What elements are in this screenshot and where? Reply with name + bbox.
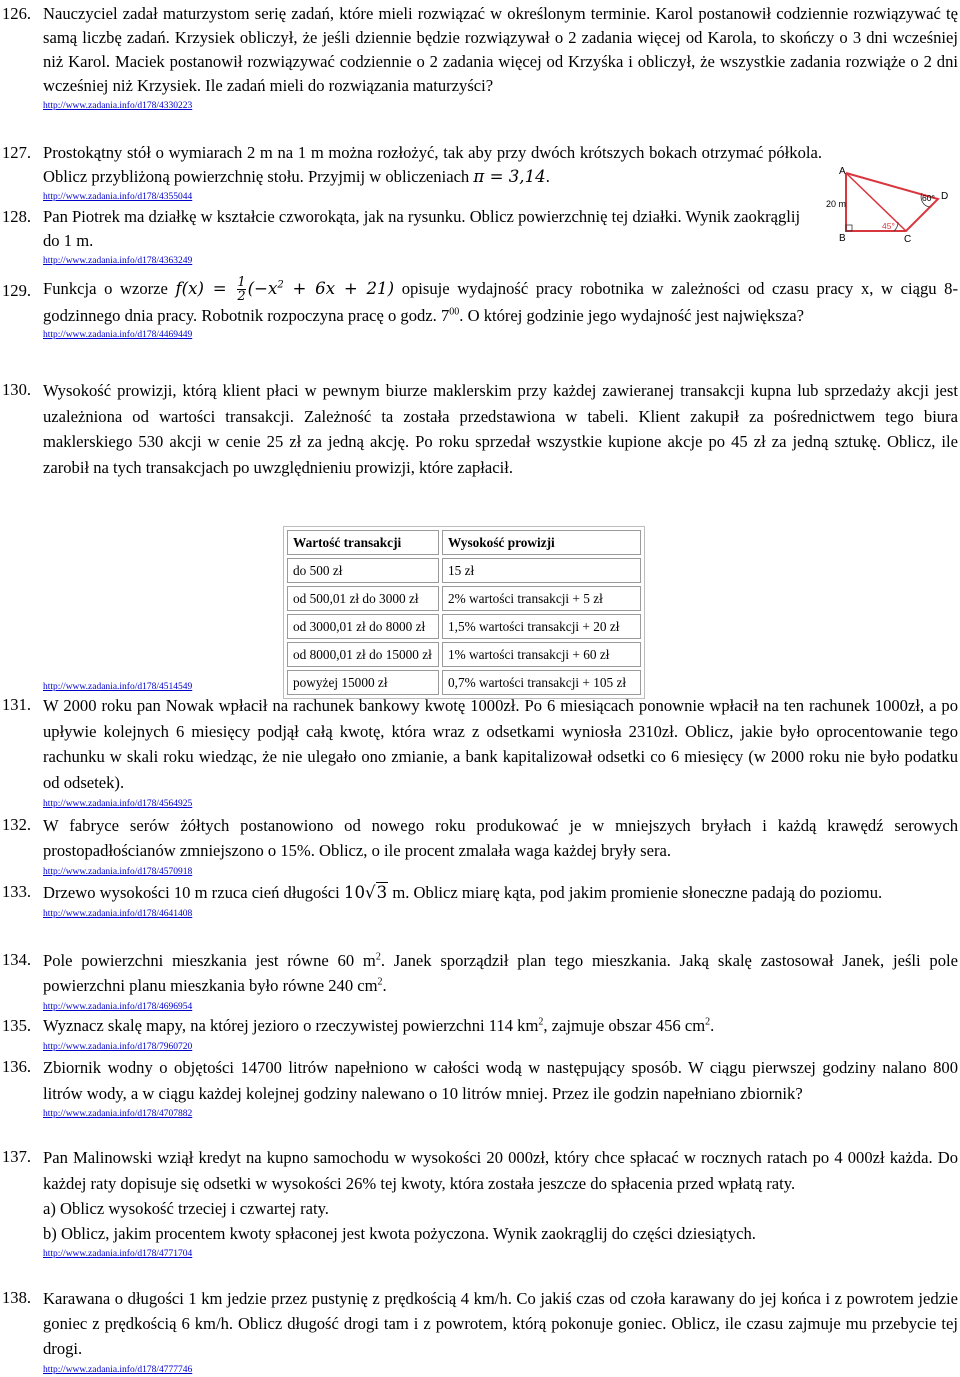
problem-text: Karawana o długości 1 km jedzie przez pustynię z prędkością 4 km/h. Co jakiś czas od czoła karawany do jej końca i z powrotem jedzie goniec z prędkością 6 km/h. Oblicz długość drogi tam i z powrotem, którą pokonuje goniec. Oblicz, ile czasu zajmuje mu przebycie tej drogi. xyxy=(43,1289,958,1358)
problem-number: 130. xyxy=(2,380,32,399)
problem-link[interactable]: http://www.zadania.info/d178/7960720 xyxy=(43,1042,193,1052)
table-cell: od 500,01 zł do 3000 zł xyxy=(287,586,439,611)
table-cell: 0,7% wartości transakcji + 105 zł xyxy=(442,670,641,695)
vertex-b-label: B xyxy=(839,233,846,244)
problem-number: 132. xyxy=(2,815,32,834)
commission-table xyxy=(283,526,645,699)
plot-quadrilateral-diagram xyxy=(826,165,950,245)
angle-60-label: 60° xyxy=(922,193,935,203)
problem-number: 133. xyxy=(2,882,32,901)
problem-number: 128. xyxy=(2,207,32,226)
function-formula: f(x) = $\frac{1}{2}$ $(-x^2 + 6x + 21)$ xyxy=(175,275,395,304)
side-length-label: 20 m xyxy=(826,199,847,209)
problem-link[interactable]: http://www.zadania.info/d178/4514549 xyxy=(43,682,193,692)
table-cell: 2% wartości transakcji + 5 zł xyxy=(442,586,641,611)
problem-link[interactable]: http://www.zadania.info/d178/4771704 xyxy=(43,1249,193,1259)
table-header-cell: Wysokość prowizji xyxy=(442,530,641,555)
problem-text: Funkcja o wzorze f(x) = $\frac{1}{2}$ $(-x^2 + 6x + 21)$ opisuje wydajność pracy robotnika w zależności od czasu pracy x, w ciągu 8-godzinnego dnia pracy. Robotnik rozpoczyna pracę o godz. $7^{00}$. O której godzinie jego wydajność jest największa? xyxy=(43,275,959,325)
problem-127 xyxy=(0,141,958,203)
table-row xyxy=(287,586,641,611)
problem-number: 137. xyxy=(2,1147,32,1166)
problem-number: 126. xyxy=(2,4,32,23)
problem-134 xyxy=(0,948,958,1013)
problem-link[interactable]: http://www.zadania.info/d178/4564925 xyxy=(43,799,193,809)
problem-number: 129. xyxy=(2,281,32,300)
problem-text: Nauczyciel zadał maturzystom serię zadań, które mieli rozwiązać w określonym terminie. Karol postanowił codziennie rozwiązywać tę samą liczbę zadań. Krzysiek obliczył, że jeśli dziennie będzie rozwiązywał o 2 zadania więcej od Karola, to skończy o 3 dni wcześniej niż Karol. Maciek postanowił rozwiązywać codziennie o 2 zadania więcej od Krzyśka i obliczył, że wszystkie zadania rozwiąże o 2 dni wcześniej niż Krzysiek. Ile zadań mieli do rozwiązania maturzyści? xyxy=(43,4,958,95)
problem-text: Pan Malinowski wziął kredyt na kupno samochodu w wysokości 20 000zł, który chce spłacać w rocznych ratach po 4 000zł każda. Do każdej raty dopisuje się odsetki w wysokości 26% tej kwoty, która została jeszcze do spłacenia przed wpłatą raty. xyxy=(43,1148,958,1193)
problem-129 xyxy=(0,276,958,341)
vertex-c-label: C xyxy=(904,234,912,245)
problem-link[interactable]: http://www.zadania.info/d178/4777746 xyxy=(43,1365,193,1375)
problem-126 xyxy=(0,2,958,112)
problem-138 xyxy=(0,1286,958,1376)
sqrt-expression: 10√3 xyxy=(343,883,388,902)
problem-text: W fabryce serów żółtych postanowiono od nowego roku produkować je w mniejszych bryłach i każdą krawędź serowych prostopadłościanów zmniejszono o 15%. Oblicz, o ile procent zmalała waga każdej bryły sera. xyxy=(43,816,958,860)
problem-link[interactable]: http://www.zadania.info/d178/4570918 xyxy=(43,867,193,877)
table-cell: 1% wartości transakcji + 60 zł xyxy=(442,642,641,667)
problem-link[interactable]: http://www.zadania.info/d178/4696954 xyxy=(43,1002,193,1012)
problem-link[interactable]: http://www.zadania.info/d178/4707882 xyxy=(43,1109,193,1119)
table-cell: do 500 zł xyxy=(287,558,439,583)
sub-question-b: b) Oblicz, jakim procentem kwoty spłaconej jest kwota pożyczona. Wynik zaokrąglij do części dziesiątych. xyxy=(43,1224,756,1243)
problem-link[interactable]: http://www.zadania.info/d178/4363249 xyxy=(43,256,193,266)
problem-137 xyxy=(0,1145,958,1260)
vertex-a-label: A xyxy=(839,166,846,177)
table-cell: powyżej 15000 zł xyxy=(287,670,439,695)
problem-133 xyxy=(0,880,958,920)
angle-45-label: 45° xyxy=(882,221,895,231)
problem-number: 135. xyxy=(2,1016,32,1035)
table-cell: 15 zł xyxy=(442,558,641,583)
pi-formula: π = 3,14 xyxy=(473,167,546,186)
problem-text: W 2000 roku pan Nowak wpłacił na rachunek bankowy kwotę 1000zł. Po 6 miesiącach ponownie wpłacił na ten rachunek 1000zł, a po upływie kolejnych 6 miesięcy podjął całą kwotę, która wraz z odsetkami wyniosła 2310zł. Oblicz, jakie było oprocentowanie tego rachunku w skali roku wiedząc, że nie ulegało ono zmianie, a bank kapitalizował odsetki co 6 miesięcy (w 2000 roku nie było podatku od odsetek). xyxy=(43,696,958,792)
problem-130 xyxy=(0,378,958,480)
problem-128 xyxy=(0,205,958,267)
problem-link[interactable]: http://www.zadania.info/d178/4330223 xyxy=(43,101,193,111)
fraction: $\frac{1}{2}$ xyxy=(237,275,246,304)
table-cell: od 8000,01 zł do 15000 zł xyxy=(287,642,439,667)
problem-132 xyxy=(0,813,958,878)
problem-text: Zbiornik wodny o objętości 14700 litrów napełniono w całości wodą w następujący sposób. W ciągu pierwszej godziny nalano 800 litrów wody, a w ciągu każdej kolejnej godziny nalewano o 10 litrów mniej. Przez ile godzin napełniano zbiornik? xyxy=(43,1058,958,1103)
problem-number: 134. xyxy=(2,950,32,969)
problem-number: 127. xyxy=(2,143,32,162)
problem-number: 131. xyxy=(2,695,32,714)
problem-text: Pan Piotrek ma działkę w kształcie czworokąta, jak na rysunku. Oblicz powierzchnię tej działki. Wynik zaokrąglij do 1 m. xyxy=(43,207,801,250)
table-row xyxy=(287,558,641,583)
problem-text: Wysokość prowizji, którą klient płaci w pewnym biurze maklerskim przy każdej zawieranej transakcji kupna lub sprzedaży akcji jest uzależniona od wartości transakcji. Zależność ta została przedstawiona w tabeli. Klient zakupił za pośrednictwem tego biura maklerskiego 530 akcji w cenie 25 zł za jedną akcję. Po roku sprzedał wszystkie kupione akcje po 45 zł za jedną sztukę. Oblicz, ile zarobił na tych transakcjach po uwzględnieniu prowizji, które zapłacił. xyxy=(43,381,958,477)
table-row xyxy=(287,614,641,639)
problem-link[interactable]: http://www.zadania.info/d178/4641408 xyxy=(43,909,193,919)
problem-number: 138. xyxy=(2,1288,32,1307)
table-header-cell: Wartość transakcji xyxy=(287,530,439,555)
problem-text: Pole powierzchni mieszkania jest równe 60 $m^2$. Janek sporządził plan tego mieszkania. Jaką skalę zastosował Janek, jeśli pole powierzchni planu mieszkania było równe 240 $cm^2$. xyxy=(43,951,958,995)
problem-number: 136. xyxy=(2,1057,32,1076)
problem-text: Prostokątny stół o wymiarach 2 m na 1 m można rozłożyć, tak aby przy dwóch krótszych bokach otrzymać półkola. Oblicz przybliżoną powierzchnię stołu. Przyjmij w obliczeniach π = 3,14. xyxy=(43,143,822,186)
problem-text: Drzewo wysokości 10 m rzuca cień długości 10√3 m. Oblicz miarę kąta, pod jakim promienie słoneczne padają do poziomu. xyxy=(43,883,883,902)
problem-130-link-row xyxy=(0,681,958,693)
problem-text: Wyznacz skalę mapy, na której jezioro o rzeczywistej powierzchni 114 $km^2$, zajmuje obszar 456 $cm^2$. xyxy=(43,1016,715,1035)
table-cell: od 3000,01 zł do 8000 zł xyxy=(287,614,439,639)
problem-link[interactable]: http://www.zadania.info/d178/4469449 xyxy=(43,330,193,340)
table-row xyxy=(287,642,641,667)
table-cell: 1,5% wartości transakcji + 20 zł xyxy=(442,614,641,639)
sub-question-a: a) Oblicz wysokość trzeciej i czwartej raty. xyxy=(43,1199,329,1218)
problem-136 xyxy=(0,1055,958,1120)
problem-link[interactable]: http://www.zadania.info/d178/4355044 xyxy=(43,192,193,202)
table-header-row xyxy=(287,530,641,555)
problem-135 xyxy=(0,1014,958,1053)
problem-131 xyxy=(0,693,958,810)
vertex-d-label: D xyxy=(941,191,949,202)
